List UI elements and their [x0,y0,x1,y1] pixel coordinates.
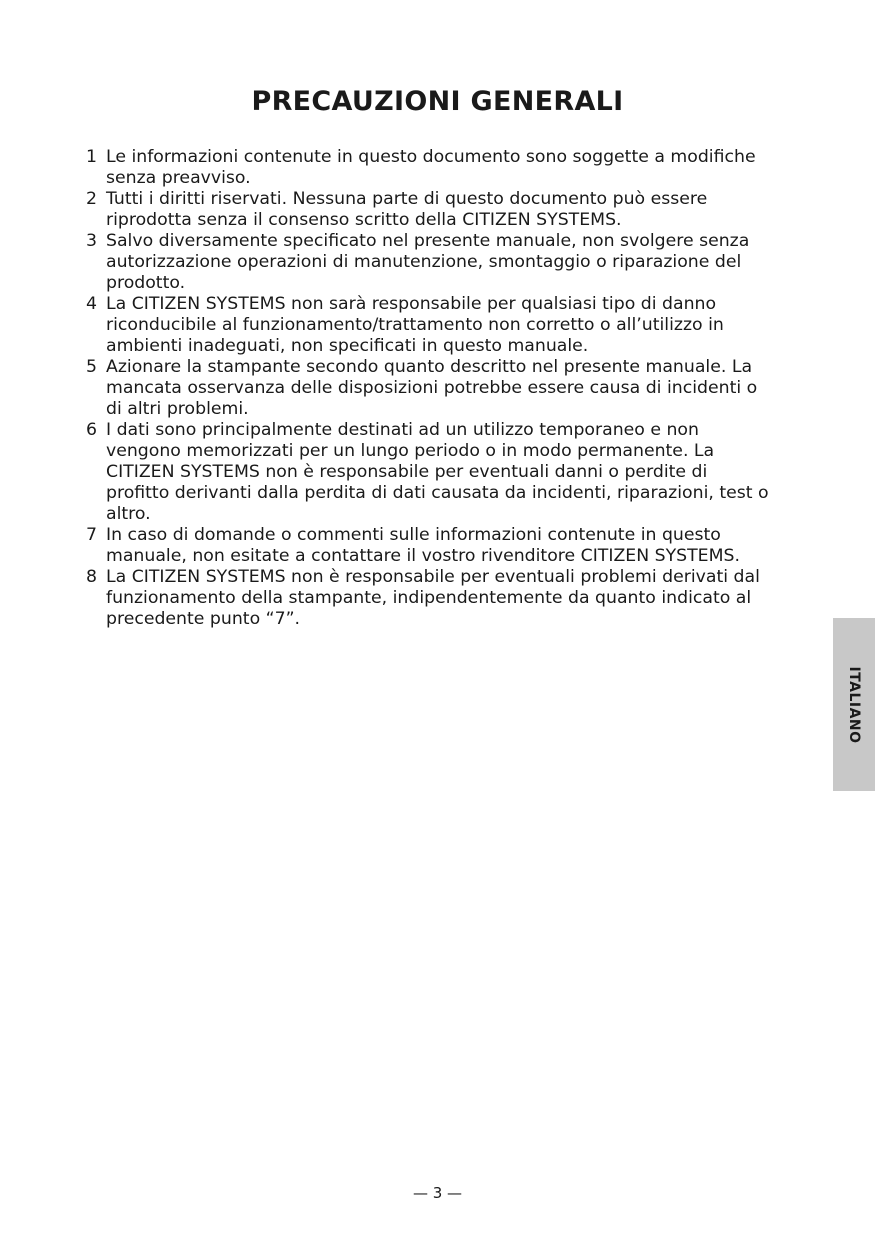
list-item [86,357,798,420]
item-text [106,525,798,567]
list-item [86,231,798,294]
page-number: — 3 — [412,1184,463,1202]
item-text-line: Azionare la stampante secondo quanto descritto nel presente manuale. La [106,357,753,377]
list-item [86,294,798,357]
item-text-line: Salvo diversamente specificato nel presente manuale, non svolgere senza [106,231,750,251]
item-text-line: Tutti i diritti riservati. Nessuna parte di questo documento può essere [106,189,708,209]
item-text-line: ambienti inadeguati, non specificati in questo manuale. [106,336,589,356]
item-number: 4 [86,294,97,314]
item-text-line: prodotto. [106,273,186,293]
item-text-line: La CITIZEN SYSTEMS non è responsabile per eventuali problemi derivati dal [106,567,760,587]
item-text-line: I dati sono principalmente destinati ad un utilizzo temporaneo e non [106,420,699,440]
item-text-line: vengono memorizzati per un lungo periodo o in modo permanente. La [106,441,715,461]
item-text-line: di altri problemi. [106,399,249,419]
item-text [106,147,798,189]
item-text-line: riconducibile al funzionamento/trattamento non corretto o all’utilizzo in [106,315,724,335]
item-number: 7 [86,525,97,545]
item-text-line: riprodotta senza il consenso scritto della CITIZEN SYSTEMS. [106,210,622,230]
list-item [86,420,798,525]
item-text-line: mancata osservanza delle disposizioni potrebbe essere causa di incidenti o [106,378,758,398]
item-text [106,189,798,231]
page-title: PRECAUZIONI GENERALI [251,86,624,117]
list-item [86,147,798,189]
item-number: 5 [86,357,97,377]
item-text-line: precedente punto “7”. [106,609,301,629]
item-text-line: altro. [106,504,151,524]
item-number: 8 [86,567,97,587]
item-text-line: CITIZEN SYSTEMS non è responsabile per eventuali danni o perdite di [106,462,708,482]
item-text-line: La CITIZEN SYSTEMS non sarà responsabile per qualsiasi tipo di danno [106,294,717,314]
item-text [106,420,798,525]
item-text [106,231,798,294]
precautions-list [86,147,798,630]
list-item [86,189,798,231]
item-text-line: autorizzazione operazioni di manutenzione, smontaggio o riparazione del [106,252,742,272]
item-number: 3 [86,231,97,251]
list-item [86,525,798,567]
item-text-line: funzionamento della stampante, indipendentemente da quanto indicato al [106,588,752,608]
item-number: 2 [86,189,97,209]
item-text-line: In caso di domande o commenti sulle informazioni contenute in questo [106,525,721,545]
item-text-line: senza preavviso. [106,168,251,188]
item-text [106,357,798,420]
item-text-line: manuale, non esitate a contattare il vostro rivenditore CITIZEN SYSTEMS. [106,546,740,566]
language-tab-label: ITALIANO [846,665,862,744]
list-item [86,567,798,630]
item-text-line: profitto derivanti dalla perdita di dati causata da incidenti, riparazioni, test o [106,483,769,503]
item-text [106,294,798,357]
language-tab [833,618,875,791]
item-number: 1 [86,147,97,167]
item-number: 6 [86,420,97,440]
item-text-line: Le informazioni contenute in questo documento sono soggette a modifiche [106,147,756,167]
item-text [106,567,798,630]
